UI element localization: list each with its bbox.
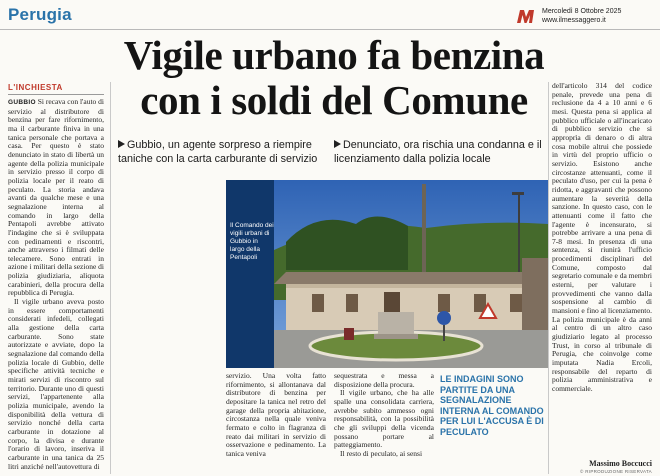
dateline: GUBBIO [8, 99, 36, 106]
article-column-left [8, 98, 104, 474]
subhead-text: Gubbio, un agente sorpreso a riempire taniche con la carta carburante di servizio [118, 139, 318, 165]
article-column-bottom-1 [226, 372, 326, 474]
photo-caption: Il Comando dei vigili urbani di Gubbio in largo della Pentapoli [230, 222, 274, 261]
kicker-label: L'INCHIESTA [8, 83, 63, 92]
paragraph: Il vigile urbano, che ha alle spalle una consolidata carriera, avrebbe subito ammesso ogni responsabilità, con la possibilità che gli sviluppi della vicenda possano portare al patteggiamento. [334, 388, 434, 450]
kicker-divider [8, 94, 104, 95]
photo-police-building [226, 180, 548, 368]
headline-line-1: Vigile urbano fa benzina [123, 32, 545, 78]
paragraph: Il resto di peculato, ai sensi [340, 448, 423, 458]
paragraph [8, 98, 104, 298]
paragraph-text: Si recava con l'auto di servizio al distributore di benzina per fare rifornimento, ma il carburante finiva in una tanica personale che portava a casa. Per questo è stato denunciato in stato di libertà un agente della polizia municipale in servizio presso il corpo di polizia locale per il reato di peculato. La storia andava avanti da qualche mese e una segnalazione interna al comando in largo della Pentapoli avrebbe attivato l'indagine che si è sviluppata con pedinamenti e riscontri, anche attraverso i filmati delle telecamere. Sono entrati in azione i militari della sezione di polizia giudiziaria, aliquota carabinieri, della procura della repubblica di Perugia. [8, 98, 104, 298]
article-column-bottom-2 [334, 372, 434, 474]
subhead-text: Denunciato, ora rischia una condanna e il licenziamento dalla polizia locale [334, 139, 542, 165]
paragraph: Il vigile urbano aveva posto in essere comportamenti considerati infedeli, collegati alla gestione della carta carburante. Sono state autorizzate e avviate, dopo la segnalazione dal comando della polizia locale di Gubbio, delle specifiche attività tecniche e mirati servizi di riscontro sul territorio. Durante uno di questi servizi, l'appartenente alla polizia municipale, avendo la disponibilità della vettura di servizio nonché della carta carburante in dotazione al corpo, la divisa e durante l'orario di lavoro, inseriva il carburante in una tanica da 25 litri anziché nell'autovettura di [8, 297, 104, 471]
headline [118, 33, 550, 123]
pull-quote: LE INDAGINI SONO PARTITE DA UNA SEGNALAZIONE INTERNA AL COMANDO PER LUI L'ACCUSA È DI PECULATO [440, 374, 544, 437]
paragraph: servizio. Una volta fatto rifornimento, si allontanava dal distributore di benzina per depositare la tanica nel retro del garage della propria abitazione, circostanza nella quale veniva fermato e colto in flagranza di reato dai militari in servizio di osservazione e pedinamento. La tanica veniva [226, 372, 326, 458]
section-title: Perugia [8, 5, 72, 24]
header-divider [0, 29, 660, 30]
column-divider [110, 82, 111, 474]
newspaper-logo-icon [515, 7, 537, 25]
page-header [0, 0, 660, 30]
copyright-note: © RIPRODUZIONE RISERVATA [580, 469, 652, 474]
headline-line-2: con i soldi del Comune [140, 77, 528, 123]
caption-box [226, 180, 274, 368]
column-divider [548, 82, 549, 474]
triangle-bullet-icon [334, 140, 341, 148]
byline: Massimo Boccucci [589, 459, 652, 468]
issue-date: Mercoledì 8 Ottobre 2025 [542, 8, 622, 15]
paragraph: sequestrata e messa a disposizione della procura. [334, 372, 434, 389]
article-column-right [552, 82, 652, 458]
subhead-2 [334, 138, 550, 166]
issue-date-block [542, 7, 621, 25]
site-url[interactable]: www.ilmessaggero.it [542, 17, 606, 24]
article-photo [226, 180, 548, 368]
subhead-1 [118, 138, 328, 166]
triangle-bullet-icon [118, 140, 125, 148]
paragraph: dell'articolo 314 del codice penale, prevede una pena di reclusione da 4 a 10 anni e 6 mesi. Questa pena si applica al pubblico ufficiale o all'incaricato di pubblico servizio che si approprìa di denaro o di altra cosa mobile altrui che possiede in virtù del proprio ufficio o servizio. Esistono anche circostanze attenuanti, come il peculato d'uso, per cui la pena è ridotta, e aggravanti che possono aumentare la severità della sanzione. In questo caso, con le attenuanti come il fatto che l'agente è incensurato, si potrebbe arrivare a una pena di 7-8 mesi. In presenza di una sentenza, si riunirà l'ufficio procedimenti disciplinari del Comune, composto dal segretario comunale e da membri esterni, per valutare i provvedimenti che vanno dalla sospensione al cambio di mansioni e fino al licenziamento. La polizia municipale è da anni al centro di un altro caso giudiziario legato al processo Trust, in corso al tribunale di Perugia, che coinvolge come imputata Nadia Ercoli, responsabile del reparto di polizia amministrativa e commerciale. [552, 82, 652, 393]
